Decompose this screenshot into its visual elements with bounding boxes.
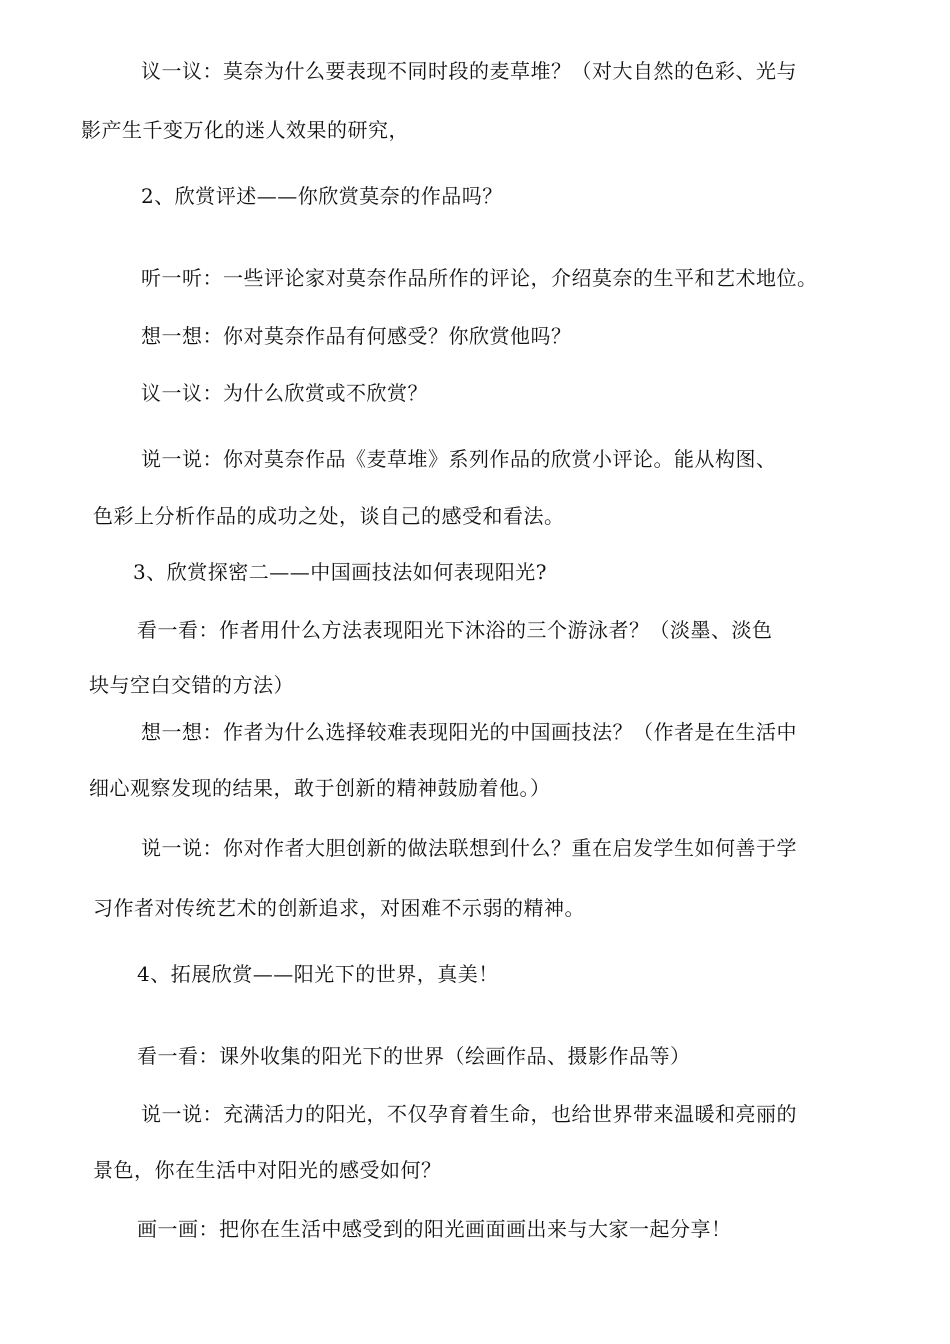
section-heading: 3、欣赏探密二——中国画技法如何表现阳光? [133, 560, 547, 584]
paragraph-line: 看一看：课外收集的阳光下的世界（绘画作品、摄影作品等） [137, 1044, 691, 1068]
paragraph-line: 画一画：把你在生活中感受到的阳光画面画出来与大家一起分享！ [137, 1217, 732, 1241]
paragraph-line: 色彩上分析作品的成功之处，谈自己的感受和看法。 [93, 504, 565, 528]
paragraph-line: 议一议：莫奈为什么要表现不同时段的麦草堆？（对大自然的色彩、光与 [141, 59, 797, 83]
paragraph-line: 景色，你在生活中对阳光的感受如何？ [93, 1158, 442, 1182]
paragraph-line: 习作者对传统艺术的创新追求，对困难不示弱的精神。 [93, 896, 585, 920]
paragraph-line: 说一说：你对作者大胆创新的做法联想到什么？重在启发学生如何善于学 [141, 836, 797, 860]
paragraph-line: 想一想：你对莫奈作品有何感受？你欣赏他吗？ [141, 324, 572, 348]
paragraph-line: 听一听：一些评论家对莫奈作品所作的评论，介绍莫奈的生平和艺术地位。 [141, 266, 818, 290]
paragraph-line: 影产生千变万化的迷人效果的研究， [81, 118, 409, 142]
paragraph-line: 议一议：为什么欣赏或不欣赏？ [141, 381, 428, 405]
paragraph-line: 看一看：作者用什么方法表现阳光下沐浴的三个游泳者？（淡墨、淡色 [137, 618, 773, 642]
paragraph-line: 说一说：你对莫奈作品《麦草堆》系列作品的欣赏小评论。能从构图、 [141, 447, 777, 471]
paragraph-line: 想一想：作者为什么选择较难表现阳光的中国画技法？（作者是在生活中 [141, 720, 797, 744]
section-heading: 4、拓展欣赏——阳光下的世界，真美！ [137, 962, 499, 986]
section-heading: 2、欣赏评述——你欣赏莫奈的作品吗？ [141, 184, 503, 208]
paragraph-line: 块与空白交错的方法） [89, 673, 294, 697]
paragraph-line: 说一说：充满活力的阳光，不仅孕育着生命，也给世界带来温暖和亮丽的 [141, 1102, 797, 1126]
paragraph-line: 细心观察发现的结果，敢于创新的精神鼓励着他。） [89, 776, 551, 800]
